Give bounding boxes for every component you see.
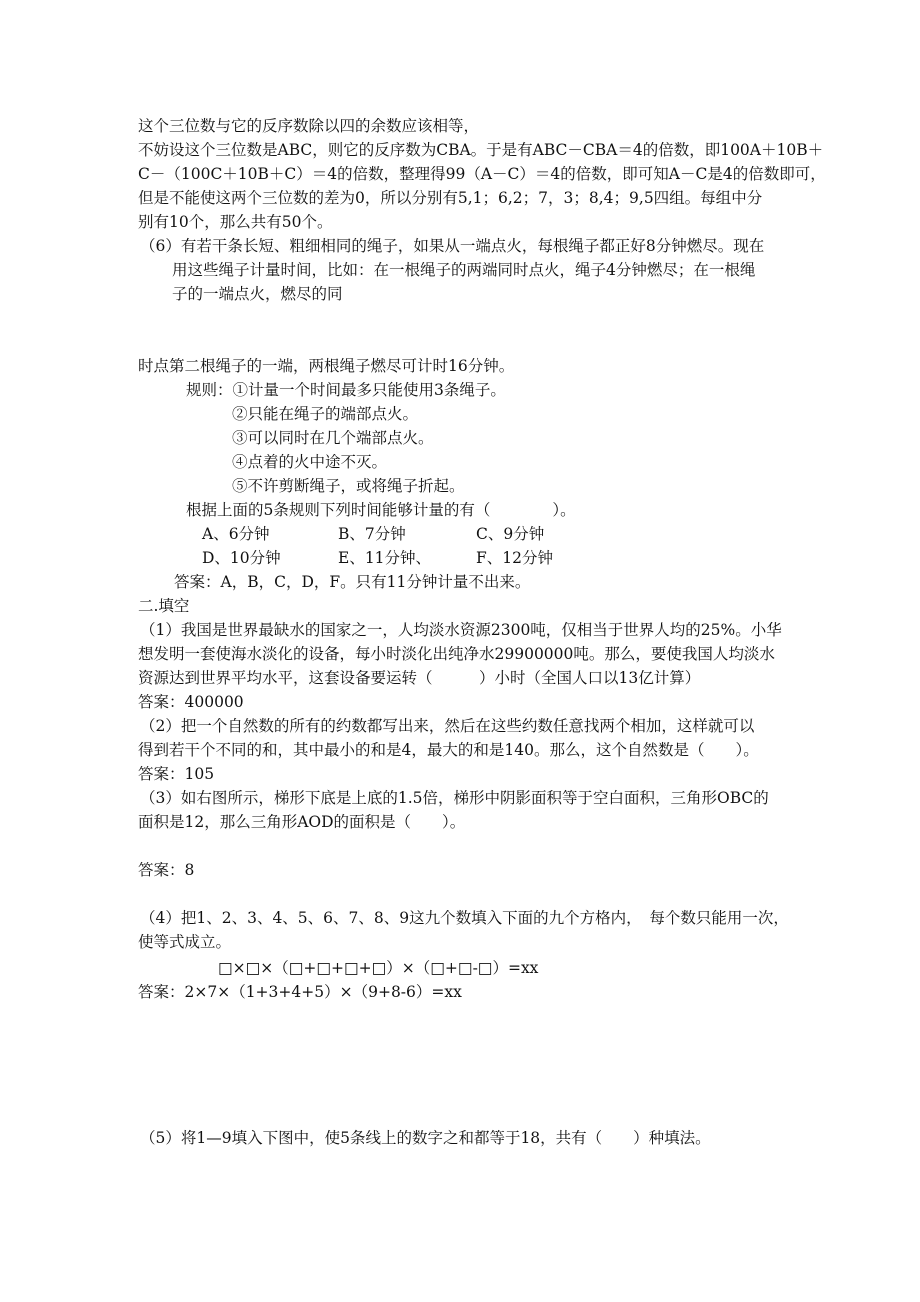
text-line: 别有10个，那么共有50个。 — [138, 213, 333, 231]
text-line: 时点第二根绳子的一端，两根绳子燃尽可计时16分钟。 — [138, 357, 515, 375]
text-line: （4）把1、2、3、4、5、6、7、8、9这九个数填入下面的九个方格内， 每个数只能用一次， — [140, 909, 789, 927]
text-line: 答案：400000 — [138, 693, 244, 711]
option-item: B、7分钟 — [338, 525, 406, 543]
text-line: 规则：①计量一个时间最多只能使用3条绳子。 — [186, 381, 506, 399]
text-line: 子的一端点火，燃尽的同 — [172, 285, 343, 303]
text-line: 答案：2×7×（1+3+4+5）×（9+8-6）=xx — [138, 983, 462, 1001]
text-line: 资源达到世界平均水平，这套设备要运转（ ）小时（全国人口以13亿计算） — [138, 669, 701, 687]
text-line: 不妨设这个三位数是ABC，则它的反序数为CBA。于是有ABC－CBA＝4的倍数，即100A＋10B＋ — [138, 141, 824, 159]
equation-line: □×□×（□+□+□+□）×（□+□-□）=xx — [218, 959, 539, 977]
section-heading: 二.填空 — [138, 597, 190, 615]
text-line: 这个三位数与它的反序数除以四的余数应该相等， — [138, 117, 480, 135]
text-line: 答案：105 — [138, 765, 215, 783]
text-line: （3）如右图所示，梯形下底是上底的1.5倍，梯形中阴影面积等于空白面积，三角形OBC的 — [140, 789, 769, 807]
text-line: 但是不能使这两个三位数的差为0，所以分别有5,1；6,2；7，3；8,4；9,5四组。每组中分 — [138, 189, 763, 207]
text-line: 得到若干个不同的和，其中最小的和是4，最大的和是140。那么，这个自然数是（ ）。 — [138, 741, 759, 759]
text-line: （6）有若干条长短、粗细相同的绳子，如果从一端点火，每根绳子都正好8分钟燃尽。现在 — [140, 237, 765, 255]
text-line: 面积是12，那么三角形AOD的面积是（ ）。 — [138, 813, 466, 831]
text-line: （1）我国是世界最缺水的国家之一，人均淡水资源2300吨，仅相当于世界人均的25%。小华 — [140, 621, 782, 639]
option-item: F、12分钟 — [476, 549, 553, 567]
text-line: 想发明一套使海水淡化的设备，每小时淡化出纯净水29900000吨。那么，要使我国人均淡水 — [138, 645, 775, 663]
option-item: E、11分钟、 — [338, 549, 432, 567]
text-line: 根据上面的5条规则下列时间能够计量的有（ ）。 — [186, 501, 576, 519]
text-line: ④点着的火中途不灭。 — [232, 453, 388, 471]
text-line: （2）把一个自然数的所有的约数都写出来，然后在这些约数任意找两个相加，这样就可以 — [140, 717, 755, 735]
option-item: C、9分钟 — [476, 525, 545, 543]
text-line: ③可以同时在几个端部点火。 — [232, 429, 434, 447]
text-line: （5）将1—9填入下图中，使5条线上的数字之和都等于18，共有（ ）种填法。 — [140, 1129, 711, 1147]
text-line: 答案：A，B，C，D，F。只有11分钟计量不出来。 — [174, 573, 531, 591]
text-line: C－（100C＋10B＋C）＝4的倍数，整理得99（A－C）＝4的倍数，即可知A－C是4的倍数即可， — [138, 165, 826, 183]
option-item: A、6分钟 — [202, 525, 270, 543]
text-line: 答案：8 — [138, 861, 195, 879]
text-line: 使等式成立。 — [138, 933, 232, 951]
text-line: ⑤不许剪断绳子，或将绳子折起。 — [232, 477, 465, 495]
text-line: ②只能在绳子的端部点火。 — [232, 405, 419, 423]
text-line: 用这些绳子计量时间，比如：在一根绳子的两端同时点火，绳子4分钟燃尽；在一根绳 — [172, 261, 756, 279]
option-item: D、10分钟 — [202, 549, 281, 567]
